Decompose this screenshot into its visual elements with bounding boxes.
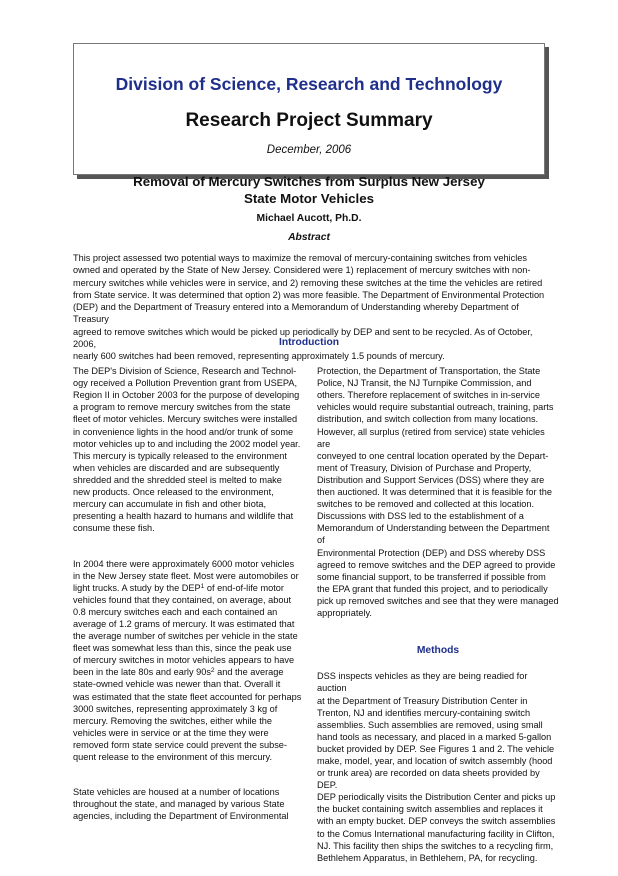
- footnote-ref-2: 2: [210, 667, 215, 675]
- introduction-heading: Introduction: [278, 337, 340, 348]
- author: Michael Aucott, Ph.D.: [256, 213, 362, 224]
- intro-paragraph-4: Protection, the Department of Transportation, the State Police, NJ Transit, the NJ Turnpike Commission, and others. Therefore replacement of switches in in-service vehicles would require substantial outreach, training, parts distribution, and switch collection from many locations. However, all surplus (retired from service) state vehicles are conveyed to one central location operated by the Depart- ment of Treasury, Division of Purchase and Property, Distribution and Support Services (DSS) where they are then auctioned. It was determined that it is feasible for the switches to be removed and collected at this location. Discussions with DSS led to the establishment of a Memorandum of Understanding between the Department of Environmental Protection (DEP) and DSS whereby DSS agreed to remove switches and the DEP agreed to provide some financial support, to be transferred if possible from the EPA grant that funded this project, and to periodically pick up removed switches and see that they were managed appropriately.: [317, 366, 559, 618]
- publication-date: December, 2006: [266, 144, 352, 156]
- division-name: Division of Science, Research and Technology: [115, 74, 503, 94]
- intro-paragraph-2: [73, 558, 315, 764]
- intro-paragraph-1: The DEP's Division of Science, Research and Technol- ogy received a Pollution Prevention grant from USEPA, Region II in October 2003 for the purpose of developing a program to remove mercury switches from the state fleet of motor vehicles. Mercury switches were installed in convenience lights in the hood and/or trunk of some motor vehicles up to and including the 2002 model year. This mercury is typically released to the environment when vehicles are discarded and are subsequently shredded and the shredded steel is melted to make new products. Once released to the environment, mercury can accumulate in fish and other biota, presenting a health hazard to humans and wildlife that consume these fish.: [73, 366, 301, 534]
- methods-heading: Methods: [416, 645, 460, 657]
- right-column: [317, 353, 559, 876]
- intro-p2-part-c: and the average state-owned vehicle was newer than that. Overall it was estimated that the state fleet accounted for perhaps 3000 switches, representing approximately 3 kg of mercury. Removing the switches, either while the vehicles were in service or at the time they were removed form state service could prevent the subse- quent release to the environment of this mercury.: [73, 667, 302, 762]
- intro-p2-part-b: of end-of-life motor vehicles found that they contained, on average, about 0.8 mercury switches each and each contained an average of 1.2 grams of mercury. It was estimated that the average number of switches per vehicle in the state fleet was somewhat less than this, since the peak use of mercury switches in motor vehicles appears to have been in the late 80s and early 90s: [73, 582, 298, 678]
- methods-text: DSS inspects vehicles as they are being readied for auction at the Department of Treasury Distribution Center in Trenton, NJ and identifies mercury-containing switch assemblies. Such assemblies are removed, using small hand tools as necessary, and placed in a marked 5-gallon bucket provided by DEP. See Figures 1 and 2. The vehicle make, model, year, and location of switch assembly (hood or trunk area) are recorded on data sheets provided by DEP. DEP periodically visits the Distribution Center and picks up the bucket containing switch assemblies and replaces it with an empty bucket. DEP conveys the switch assemblies to the Comus International manufacturing facility in Clifton, NJ. This facility then ships the switches to a recycling firm, Bethlehem Apparatus, in Bethlehem, PA, for recycling.: [317, 671, 556, 863]
- left-column: [73, 353, 315, 846]
- header-banner: [73, 43, 545, 175]
- intro-p2-part-a: In 2004 there were approximately 6000 motor vehicles in the New Jersey state fleet. Most were automobiles or light trucks. A study by the DEP: [73, 558, 299, 593]
- intro-paragraph-3: State vehicles are housed at a number of locations throughout the state, and managed by various State agencies, including the Department of Environmental: [73, 787, 289, 822]
- document-type: Research Project Summary: [185, 110, 433, 131]
- abstract-text: This project assessed two potential ways to maximize the removal of mercury-containing switches from vehicles owned and operated by the State of New Jersey. Considered were 1) replacement of mercury switches with non- mercury switches while vehicles were in service, and 2) removing these switches at the time the vehicles are retired from State service. It was determined that option 2) was more feasible. The Department of Environmental Protection (DEP) and the Department of Treasury entered into a Memorandum of Understanding whereby Department of Treasury agreed to remove switches which would be picked up periodically by DEP and sent to be recycled. As of October, 2006, nearly 600 switches had been removed, representing approximately 1.5 pounds of mercury.: [73, 253, 545, 362]
- abstract-heading: Abstract: [288, 232, 330, 243]
- paper-title: Removal of Mercury Switches from Surplus New Jersey State Motor Vehicles: [133, 174, 485, 206]
- footnote-ref-1: 1: [200, 582, 205, 590]
